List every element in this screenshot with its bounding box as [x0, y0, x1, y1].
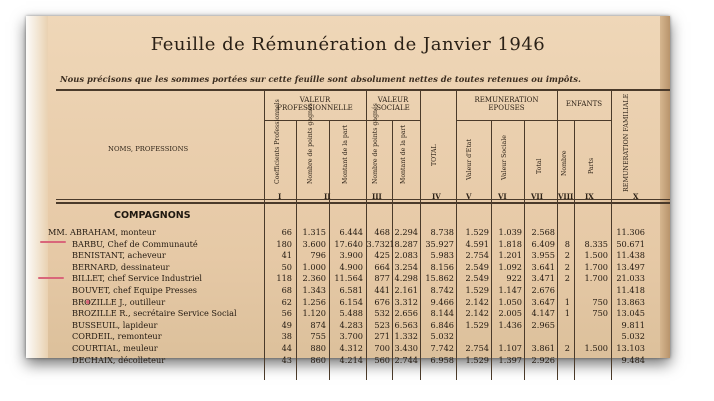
cell-fam: 50.671	[616, 238, 645, 249]
cell-total: 5.983	[430, 250, 454, 261]
cell-fam: 5.032	[621, 331, 645, 342]
cell-p1: 860	[310, 354, 326, 365]
header-points-soc: Nombre de points gagnés	[372, 103, 379, 184]
table-row	[26, 227, 670, 239]
cell-tot: 3.647	[531, 296, 555, 307]
cell-etat: 2.754	[465, 343, 489, 353]
cell-etat: 2.754	[465, 250, 489, 261]
cell-m2: 2.294	[394, 227, 418, 237]
cell-etat: 2.142	[465, 308, 489, 319]
cell-m2: 3.430	[394, 343, 418, 353]
roman-2: II	[324, 192, 331, 201]
cell-p1: 1.000	[302, 261, 326, 272]
cell-coef: 56	[281, 308, 292, 319]
cell-total: 5.032	[430, 331, 454, 342]
cell-m2: 2.161	[394, 285, 418, 295]
cell-m1: 3.700	[339, 331, 363, 342]
row-name: MM. ABRAHAM, monteur	[48, 227, 156, 237]
table-row	[26, 262, 670, 274]
cell-tot: 4.147	[531, 308, 555, 319]
table-row	[26, 273, 670, 285]
cell-total: 8.144	[430, 308, 454, 319]
header-enfants: ENFANTS	[565, 100, 603, 108]
cell-soc: 1.436	[498, 319, 522, 330]
cell-tot: 3.471	[531, 273, 555, 284]
cell-p2: 271	[374, 331, 390, 342]
table-row	[26, 355, 670, 367]
rule-roman-bottom	[56, 202, 670, 204]
cell-fam: 13.863	[616, 296, 645, 307]
cell-fam: 9.811	[621, 319, 645, 330]
cell-m1: 6.444	[339, 227, 363, 237]
cell-m2: 2.083	[394, 250, 418, 261]
cell-m2: 1.332	[394, 331, 418, 342]
header-points-pro: Nombre de points gagnés	[307, 103, 314, 184]
cell-m1: 3.900	[339, 250, 363, 261]
row-name: BILLET, chef Service Industriel	[72, 273, 203, 284]
header-montant-soc: Montant de la part	[400, 125, 407, 184]
document-note: Nous précisons que les sommes portées sur cette feuille sont absolument nettes de toutes retenues ou impôts.	[60, 74, 581, 84]
cell-fam: 11.306	[616, 227, 645, 237]
cell-etat: 2.549	[465, 273, 489, 284]
roman-3: III	[372, 192, 382, 201]
cell-p1: 796	[310, 250, 326, 261]
document-photo	[26, 16, 670, 365]
cell-m2: 2.656	[394, 308, 418, 319]
cell-m2: 3.254	[394, 261, 418, 272]
cell-m1: 4.283	[339, 319, 363, 330]
cell-coef: 44	[281, 343, 292, 353]
cell-soc: 1.092	[498, 261, 522, 272]
cell-fam: 13.497	[616, 261, 645, 272]
cell-tot: 2.676	[531, 285, 555, 295]
cell-p2: 523	[374, 319, 390, 330]
cell-p2: 441	[374, 285, 390, 295]
table-row	[26, 297, 670, 309]
cell-etat: 2.142	[465, 296, 489, 307]
cell-p1: 1.256	[302, 296, 326, 307]
roman-8: VIII	[558, 192, 574, 201]
table-row	[26, 320, 670, 332]
cell-parts: 750	[592, 296, 608, 307]
cell-p2: 560	[374, 354, 390, 365]
cell-fam: 13.045	[616, 308, 645, 319]
roman-10: X	[633, 192, 639, 201]
cell-nb: 2	[564, 250, 570, 261]
table-row	[26, 250, 670, 262]
header-valeur-sociale-ep: Valeur Sociale	[501, 135, 508, 180]
row-name: BARBU, Chef de Communauté	[72, 238, 198, 249]
table-row	[26, 285, 670, 297]
row-name: BROZILLE R., secrétaire Service Social	[72, 308, 237, 319]
cell-m1: 4.900	[339, 261, 363, 272]
roman-4: IV	[432, 192, 441, 201]
row-name: BOUVET, chef Equipe Presses	[72, 285, 197, 295]
cell-fam: 13.103	[616, 343, 645, 353]
cell-total: 15.862	[425, 273, 454, 284]
cell-parts: 750	[592, 308, 608, 319]
row-name: BUSSEUIL, lapideur	[72, 319, 158, 330]
row-name: DECHAIX, décolleteur	[72, 354, 166, 365]
rule-sub-remep	[456, 120, 557, 121]
header-nombre: Nombre	[561, 150, 568, 176]
cell-nb: 2	[564, 343, 570, 353]
cell-m2: 6.563	[394, 319, 418, 330]
header-valeur-sociale-label: VALEUR SOCIALE	[376, 96, 410, 112]
row-name: BENISTANT, acheveur	[72, 250, 166, 261]
cell-fam: 11.438	[616, 250, 645, 261]
cell-tot: 2.926	[531, 354, 555, 365]
header-parts: Parts	[588, 157, 595, 174]
cell-parts: 1.700	[584, 273, 608, 284]
cell-soc: 1.397	[498, 354, 522, 365]
cell-tot: 3.955	[531, 250, 555, 261]
document-title: Feuille de Rémunération de Janvier 1946	[150, 34, 546, 55]
cell-soc: 1.107	[498, 343, 522, 353]
cell-p1: 1.315	[302, 227, 326, 237]
cell-total: 8.156	[430, 261, 454, 272]
cell-total: 35.927	[425, 238, 454, 249]
cell-total: 8.742	[430, 285, 454, 295]
roman-5: V	[466, 192, 472, 201]
cell-total: 7.742	[430, 343, 454, 353]
cell-tot: 3.861	[531, 343, 555, 353]
row-name: CORDEIL, remonteur	[72, 331, 162, 342]
cell-p2: 532	[374, 308, 390, 319]
cell-m1: 17.640	[334, 238, 363, 249]
header-valeur-professionnelle-label: VALEUR PROFESSIONNELLE	[277, 96, 353, 112]
row-name: COURTIAL, meuleur	[72, 343, 158, 353]
table-row	[26, 331, 670, 343]
cell-soc: 2.005	[498, 308, 522, 319]
cell-nb: 8	[564, 238, 570, 249]
cell-parts: 8.335	[584, 238, 608, 249]
rule-sub-enfants	[557, 120, 611, 121]
cell-m1: 11.564	[334, 273, 363, 284]
roman-7: VII	[531, 192, 543, 201]
cell-etat: 1.529	[465, 285, 489, 295]
roman-9: IX	[585, 192, 594, 201]
header-montant-pro: Montant de la part	[342, 125, 349, 184]
cell-p2: 676	[374, 296, 390, 307]
cell-soc: 1.147	[498, 285, 522, 295]
cell-m2: 18.287	[389, 238, 418, 249]
cell-m1: 4.214	[339, 354, 363, 365]
table-row	[26, 239, 670, 251]
cell-coef: 66	[281, 227, 292, 237]
cell-soc: 1.818	[498, 238, 522, 249]
cell-nb: 1	[564, 308, 570, 319]
header-valeur-etat: Valeur d'Etat	[466, 139, 473, 180]
header-noms: NOMS, PROFESSIONS	[108, 145, 189, 153]
cell-m1: 4.312	[339, 343, 363, 353]
cell-m2: 3.312	[394, 296, 418, 307]
cell-m1: 6.581	[339, 285, 363, 295]
cell-fam: 9.484	[621, 354, 645, 365]
cell-m1: 6.154	[339, 296, 363, 307]
cell-p1: 880	[310, 343, 326, 353]
cell-parts: 1.500	[584, 343, 608, 353]
cell-p1: 2.360	[302, 273, 326, 284]
cell-coef: 68	[281, 285, 292, 295]
cell-p2: 700	[374, 343, 390, 353]
header-remuneration-epouses-label: REMUNERATION EPOUSES	[474, 96, 539, 112]
cell-p2: 3.732	[366, 238, 390, 249]
cell-soc: 1.201	[498, 250, 522, 261]
cell-coef: 43	[281, 354, 292, 365]
cell-nb: 2	[564, 273, 570, 284]
cell-p2: 468	[374, 227, 390, 237]
cell-nb: 2	[564, 261, 570, 272]
cell-coef: 41	[281, 250, 292, 261]
header-remuneration-familiale: REMUNERATION FAMILIALE	[622, 93, 630, 192]
cell-soc: 1.039	[498, 227, 522, 237]
cell-etat: 1.529	[465, 354, 489, 365]
header-total: TOTAL	[431, 144, 438, 166]
cell-p1: 3.600	[302, 238, 326, 249]
cell-fam: 11.418	[616, 285, 645, 295]
cell-etat: 1.529	[465, 227, 489, 237]
cell-coef: 180	[276, 238, 292, 249]
header-total-ep: Total	[536, 158, 543, 174]
header-remuneration-epouses	[456, 96, 557, 112]
cell-p1: 874	[310, 319, 326, 330]
cell-coef: 118	[276, 273, 292, 284]
cell-m1: 5.488	[339, 308, 363, 319]
cell-coef: 50	[281, 261, 292, 272]
rule-top	[56, 89, 670, 91]
cell-p1: 1.343	[302, 285, 326, 295]
cell-total: 8.738	[430, 227, 454, 237]
cell-parts: 1.700	[584, 261, 608, 272]
cell-m2: 4.298	[394, 273, 418, 284]
cell-coef: 49	[281, 319, 292, 330]
cell-fam: 21.033	[616, 273, 645, 284]
header-coefficients: Coefficients Professionnels	[274, 99, 281, 184]
table-row	[26, 343, 670, 355]
cell-total: 6.846	[430, 319, 454, 330]
cell-nb: 1	[564, 296, 570, 307]
roman-6: VI	[498, 192, 507, 201]
cell-etat: 4.591	[465, 238, 489, 249]
cell-tot: 2.965	[531, 319, 555, 330]
cell-p2: 877	[374, 273, 390, 284]
cell-m2: 2.744	[394, 354, 418, 365]
cell-tot: 2.568	[531, 227, 555, 237]
row-name: BROZILLE J., outilleur	[72, 296, 166, 307]
cell-tot: 6.409	[531, 238, 555, 249]
cell-coef: 62	[281, 296, 292, 307]
cell-tot: 3.641	[531, 261, 555, 272]
cell-parts: 1.500	[584, 250, 608, 261]
cell-total: 6.958	[430, 354, 454, 365]
cell-soc: 1.050	[498, 296, 522, 307]
section-title: COMPAGNONS	[114, 210, 191, 221]
rule-header-bottom	[56, 199, 670, 200]
cell-p2: 425	[374, 250, 390, 261]
cell-p1: 755	[310, 331, 326, 342]
cell-p2: 664	[374, 261, 390, 272]
cell-p1: 1.120	[302, 308, 326, 319]
row-name: BERNARD, dessinateur	[72, 261, 170, 272]
cell-total: 9.466	[430, 296, 454, 307]
roman-1: I	[278, 192, 282, 201]
table-row	[26, 308, 670, 320]
cell-soc: 922	[506, 273, 522, 284]
cell-etat: 1.529	[465, 319, 489, 330]
cell-coef: 38	[281, 331, 292, 342]
cell-etat: 2.549	[465, 261, 489, 272]
